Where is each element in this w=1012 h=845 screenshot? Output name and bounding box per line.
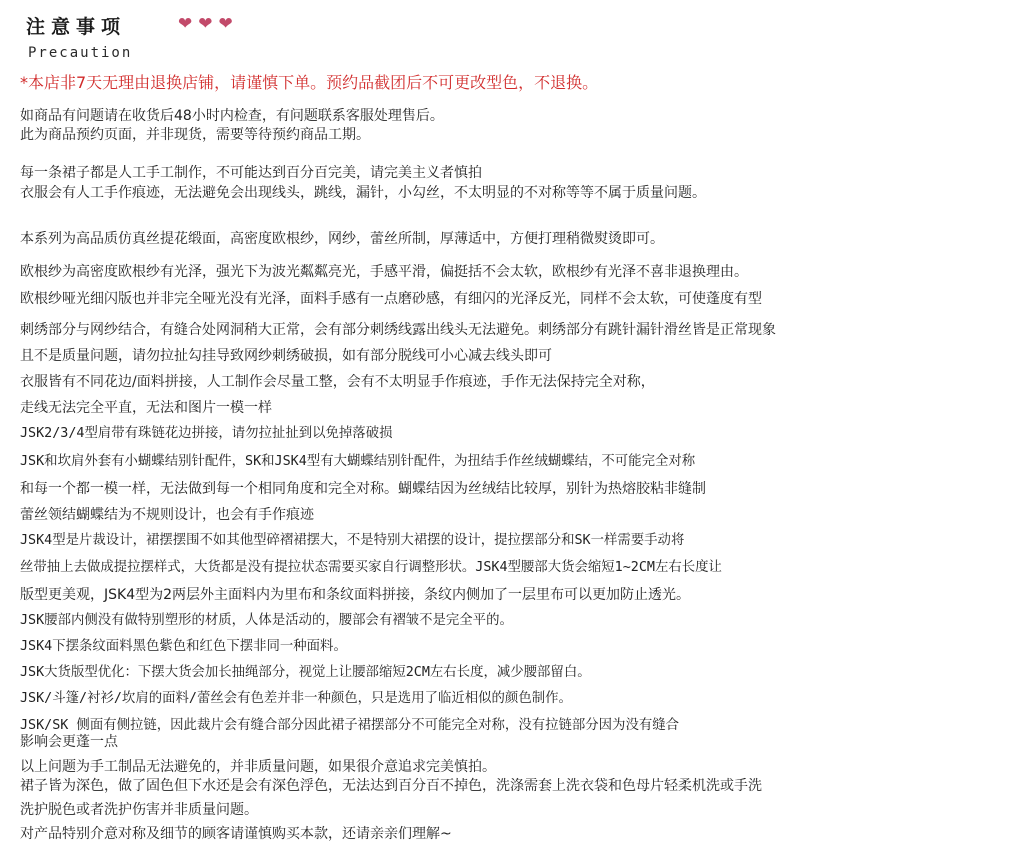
hearts-decoration: ❤❤❤	[178, 14, 239, 34]
text-line-15: 蕾丝领结蝴蝶结为不规则设计，也会有手作痕迹	[20, 507, 314, 523]
text-line-25: 以上问题为手工制品无法避免的，并非质量问题，如果很介意追求完美慎拍。	[20, 759, 496, 775]
text-line-12: JSK2/3/4型肩带有珠链花边拼接，请勿拉扯扯到以免掉落破损	[20, 426, 393, 441]
text-line-27: 洗护脱色或者洗护伤害并非质量问题。	[20, 802, 258, 818]
text-line-8: 刺绣部分与网纱结合，有缝合处网洞稍大正常，会有部分刺绣线露出线头无法避免。刺绣部分有跳针漏针滑丝皆是正常现象	[20, 322, 776, 338]
text-line-3: 每一条裙子都是人工手工制作，不可能达到百分百完美，请完美主义者慎拍	[20, 165, 482, 181]
text-line-10: 衣服皆有不同花边/面料拼接，人工制作会尽量工整，会有不太明显手作痕迹，手作无法保持完全对称，	[20, 374, 655, 390]
text-line-21: JSK大货版型优化：下摆大货会加长抽绳部分，视觉上让腰部缩短2CM左右长度，减少腰部留白。	[20, 665, 591, 680]
text-line-11: 走线无法完全平直，无法和图片一模一样	[20, 400, 272, 416]
text-line-2: 此为商品预约页面，并非现货，需要等待预约商品工期。	[20, 127, 370, 143]
text-line-4: 衣服会有人工手作痕迹，无法避免会出现线头，跳线，漏针，小勾丝，不太明显的不对称等等不属于质量问题。	[20, 185, 706, 201]
text-line-22: JSK/斗篷/衬衫/坎肩的面料/蕾丝会有色差并非一种颜色，只是选用了临近相似的颜色制作。	[20, 691, 572, 706]
text-line-5: 本系列为高品质仿真丝提花缎面，高密度欧根纱，网纱，蕾丝所制，厚薄适中，方便打理稍微熨烫即可。	[20, 231, 664, 247]
text-line-6: 欧根纱为高密度欧根纱有光泽，强光下为波光粼粼亮光，手感平滑，偏挺括不会太软，欧根纱有光泽不喜非退换理由。	[20, 264, 748, 280]
page-title: 注意事项	[26, 16, 127, 38]
text-line-9: 且不是质量问题，请勿拉扯勾挂导致网纱刺绣破损，如有部分脱线可小心减去线头即可	[20, 348, 552, 364]
text-line-18: 版型更美观，JSK4型为2两层外主面料内为里布和条纹面料拼接，条纹内侧加了一层里布可以更加防止透光。	[20, 587, 691, 603]
text-line-7: 欧根纱哑光细闪版也并非完全哑光没有光泽，面料手感有一点磨砂感，有细闪的光泽反光，同样不会太软，可使蓬度有型	[20, 291, 762, 307]
page-subtitle: Precaution	[28, 45, 133, 61]
text-line-16: JSK4型是片裁设计，裙摆摆围不如其他型碎褶裙摆大，不是特别大裙摆的设计，提拉摆部分和SK一样需要手动将	[20, 533, 685, 548]
red-notice-line: *本店非7天无理由退换店铺，请谨慎下单。预约品截团后不可更改型色，不退换。	[20, 73, 599, 92]
text-line-24: 影响会更蓬一点	[20, 734, 118, 750]
text-line-23: JSK/SK 侧面有侧拉链，因此裁片会有缝合部分因此裙子裙摆部分不可能完全对称，没有拉链部分因为没有缝合	[20, 718, 680, 733]
text-line-19: JSK腰部内侧没有做特别塑形的材质，人体是活动的，腰部会有褶皱不是完全平的。	[20, 613, 513, 628]
text-line-14: 和每一个都一模一样，无法做到每一个相同角度和完全对称。蝴蝶结因为丝绒结比较厚，别针为热熔胶粘非缝制	[20, 481, 706, 497]
text-line-20: JSK4下摆条纹面料黑色紫色和红色下摆非同一种面料。	[20, 639, 347, 654]
text-line-1: 如商品有问题请在收货后48小时内检查，有问题联系客服处理售后。	[20, 108, 444, 124]
text-line-17: 丝带抽上去做成提拉摆样式，大货都是没有提拉状态需要买家自行调整形状。JSK4型腰部大货会缩短1~2CM左右长度让	[20, 560, 722, 575]
text-line-28: 对产品特别介意对称及细节的顾客请谨慎购买本款，还请亲亲们理解~	[20, 826, 452, 842]
text-line-13: JSK和坎肩外套有小蝴蝶结别针配件，SK和JSK4型有大蝴蝶结别针配件，为扭结手作丝绒蝴蝶结，不可能完全对称	[20, 454, 696, 469]
text-line-26: 裙子皆为深色，做了固色但下水还是会有深色浮色，无法达到百分百不掉色，洗涤需套上洗衣袋和色母片轻柔机洗或手洗	[20, 778, 762, 794]
